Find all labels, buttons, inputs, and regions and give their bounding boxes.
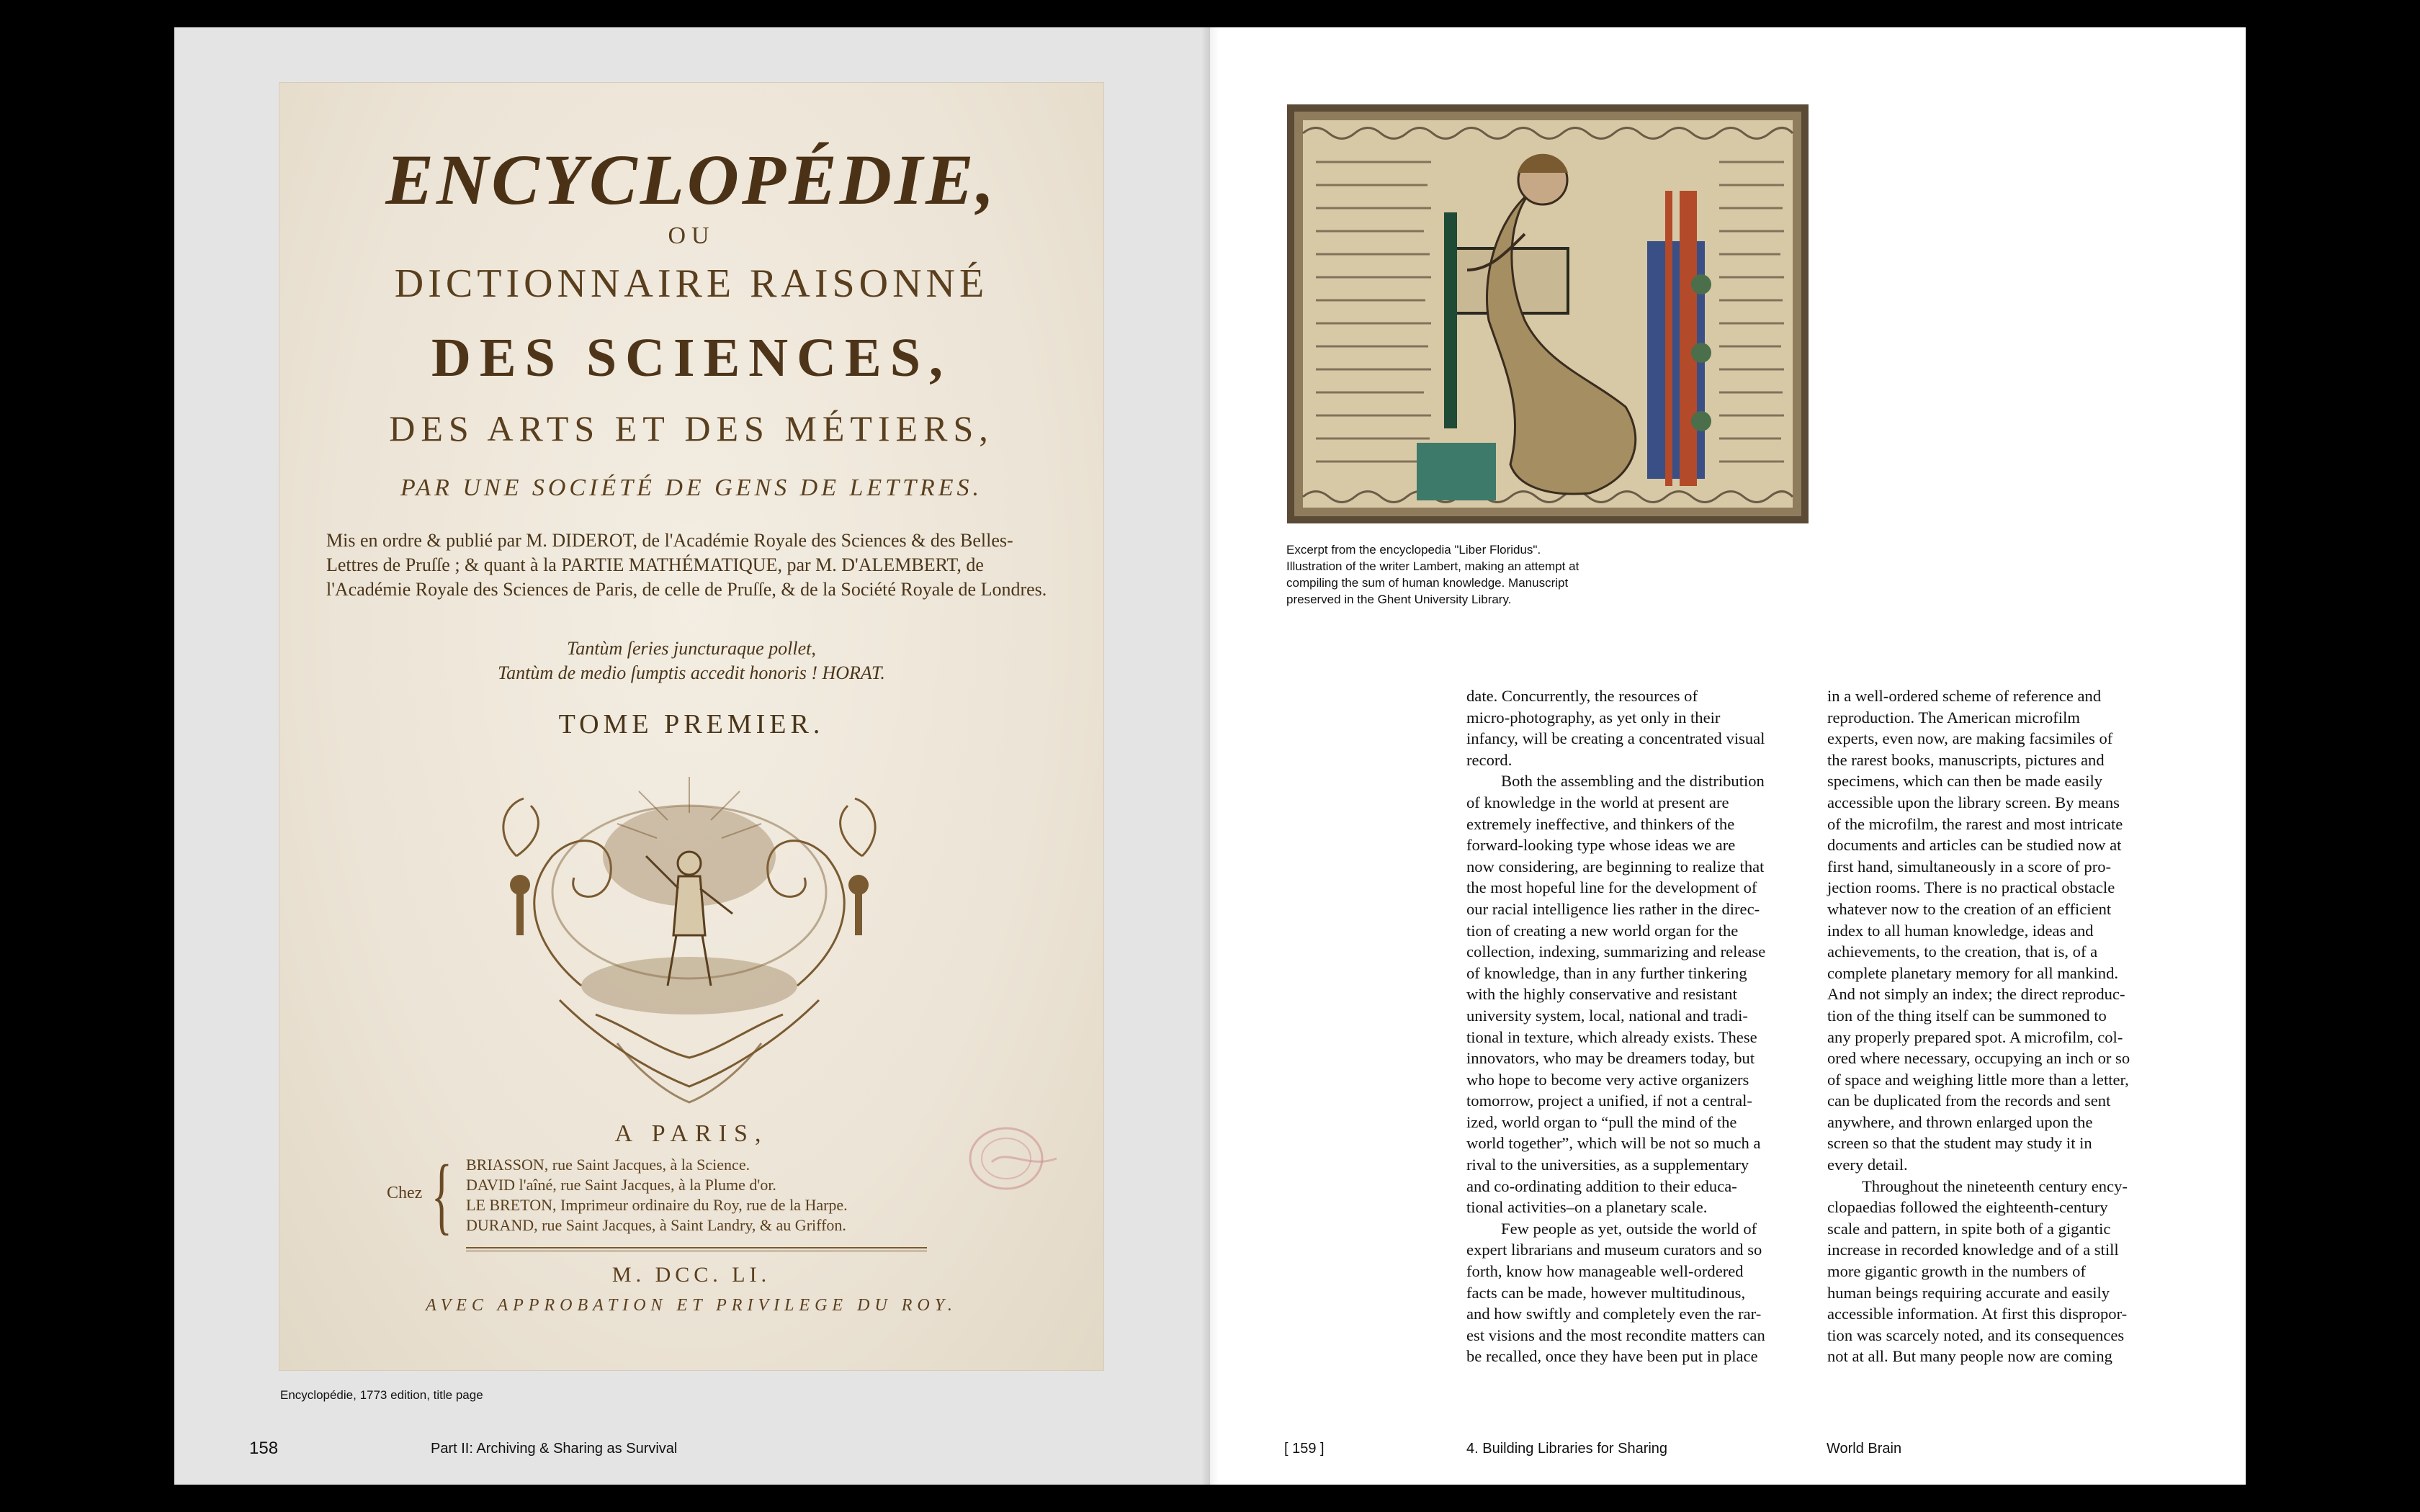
text-line: tional activities–on a planetary scale. — [1466, 1198, 1708, 1217]
title-page-main-title: ENCYCLOPÉDIE, — [385, 140, 998, 220]
text-line: university system, local, national and tradi- — [1466, 1006, 1748, 1025]
text-line: tion was scarcely noted, and its consequences — [1827, 1326, 2125, 1344]
title-page-tome: TOME PREMIER. — [558, 709, 825, 739]
text-line: accessible upon the library screen. By means — [1827, 793, 2120, 811]
text-line: human beings requiring accurate and easily — [1827, 1283, 2110, 1302]
title-page-rule — [466, 1247, 927, 1251]
text-line: the most hopeful line for the development of — [1466, 878, 1757, 897]
text-line: Both the assembling and the distribution — [1501, 772, 1765, 791]
text-line: world together”, which will be not so much a — [1466, 1134, 1761, 1153]
text-line: ized, world organ to “pull the mind of the — [1466, 1112, 1737, 1131]
title-page-editors: Mis en ordre & publié par M. DIDEROT, de l'Académie Royale des Sciences & des Belles-Lettres de Pruſſe ; & quant à la PARTIE MATHÉMATIQUE, par M. D'ALEMBERT, de l'Académie Royale des Sciences de Paris, de celle de Pruſſe, & de la Société Royale de Londres. — [326, 530, 1047, 600]
text-line: of space and weighing little more than a letter, — [1827, 1070, 2129, 1089]
publishers-brace: { — [431, 1147, 452, 1243]
text-line: whatever now to the creation of an efficient — [1827, 899, 2112, 918]
text-line: in a well-ordered scheme of reference and — [1827, 687, 2102, 705]
text-line: the rarest books, manuscripts, pictures and — [1827, 750, 2105, 769]
text-line: est visions and the most recondite matters can — [1466, 1326, 1765, 1344]
left-running-head: Part II: Archiving & Sharing as Survival — [431, 1441, 678, 1457]
text-line: complete planetary memory for all mankind. — [1827, 963, 2119, 982]
liber-floridus-manuscript-image — [1287, 104, 1809, 523]
text-line: expert librarians and museum curators and so — [1466, 1241, 1762, 1259]
text-line: who hope to become very active organizers — [1466, 1070, 1749, 1089]
publisher-line: DAVID l'aîné, rue Saint Jacques, à la Plume d'or. — [466, 1176, 776, 1194]
text-line: forth, know how manageable well-ordered — [1466, 1262, 1744, 1281]
text-line: and co-ordinating addition to their educa- — [1466, 1176, 1737, 1195]
text-line: more gigantic growth in the numbers of — [1827, 1262, 2086, 1281]
encyclopedie-title-page-image — [279, 82, 1104, 1371]
text-line: forward-looking type whose ideas we are — [1466, 836, 1736, 855]
text-line: documents and articles can be studied now at — [1827, 836, 2122, 855]
library-stamp-mark — [963, 1119, 1064, 1198]
title-page-arts: DES ARTS ET DES MÉTIERS, — [389, 408, 994, 449]
title-page-dictionnaire: DICTIONNAIRE RAISONNÉ — [394, 261, 989, 306]
text-line: innovators, who may be dreamers today, but — [1466, 1049, 1755, 1068]
text-line: clopaedias followed the eighteenth-century — [1827, 1198, 2108, 1217]
publisher-line: BRIASSON, rue Saint Jacques, à la Science. — [466, 1156, 750, 1174]
text-line: record. — [1466, 750, 1512, 769]
text-line: of knowledge in the world at present are — [1466, 793, 1729, 811]
book-gutter — [1201, 27, 1219, 1485]
text-line: tion of creating a new world organ for the — [1466, 921, 1739, 940]
text-line: micro-photography, as yet only in their — [1466, 708, 1721, 726]
text-line: anywhere, and thrown enlarged upon the — [1827, 1112, 2093, 1131]
text-line: tional in texture, which already exists. These — [1466, 1027, 1757, 1046]
text-line: of the microfilm, the rarest and most intricate — [1827, 814, 2123, 833]
right-page-number: [ 159 ] — [1284, 1441, 1325, 1457]
body-text-column-2 — [1827, 685, 2173, 1367]
text-line: experts, even now, are making facsimiles of — [1827, 729, 2113, 748]
title-page-approbation: AVEC APPROBATION ET PRIVILEGE DU ROY. — [426, 1296, 957, 1315]
caption-line: Excerpt from the encyclopedia "Liber Floridus". — [1286, 543, 1541, 557]
text-line: any properly prepared spot. A microfilm, col- — [1827, 1027, 2123, 1046]
text-line: achievements, to the creation, that is, of a — [1827, 942, 2098, 961]
text-line: specimens, which can then be made easily — [1827, 772, 2103, 791]
title-page-sciences: DES SCIENCES, — [431, 328, 951, 388]
text-line: scale and pattern, in spite both of a gigantic — [1827, 1219, 2111, 1238]
caption-line: Illustration of the writer Lambert, making an attempt at — [1286, 559, 1579, 573]
text-line: can be duplicated from the records and sent — [1827, 1092, 2111, 1110]
publishers-list — [466, 1155, 848, 1236]
title-page-publishers — [387, 1147, 1006, 1243]
text-line: screen so that the student may study it in — [1827, 1134, 2092, 1153]
left-image-caption: Encyclopédie, 1773 edition, title page — [280, 1388, 483, 1402]
title-page-date: M. DCC. LI. — [611, 1263, 771, 1287]
text-line: our racial intelligence lies rather in the direc- — [1466, 899, 1760, 918]
publisher-line: LE BRETON, Imprimeur ordinaire du Roy, rue de la Harpe. — [466, 1196, 848, 1214]
right-running-head-chapter: 4. Building Libraries for Sharing — [1466, 1441, 1668, 1457]
right-running-head-book: World Brain — [1827, 1441, 1902, 1457]
title-page-ou: OU — [668, 222, 715, 249]
text-line: be recalled, once they have been put in place — [1466, 1347, 1758, 1366]
text-line: of knowledge, than in any further tinkering — [1466, 963, 1747, 982]
motto-line-1: Tantùm ſeries juncturaque pollet, — [567, 638, 816, 659]
text-line: jection rooms. There is no practical obstacle — [1827, 878, 2115, 897]
text-line: Throughout the nineteenth century ency- — [1862, 1176, 2128, 1195]
engraved-vignette-illustration — [473, 770, 905, 1108]
text-line: facts can be made, however multitudinous, — [1466, 1283, 1746, 1302]
title-page-societe: PAR UNE SOCIÉTÉ DE GENS DE LETTRES. — [400, 474, 983, 501]
text-line: collection, indexing, summarizing and release — [1466, 942, 1766, 961]
text-line: and how swiftly and completely even the rar- — [1466, 1305, 1762, 1323]
text-line: rival to the universities, as a supplementary — [1466, 1156, 1749, 1174]
text-line: date. Concurrently, the resources of — [1466, 687, 1698, 705]
text-line: tion of the thing itself can be summoned to — [1827, 1006, 2107, 1025]
motto-line-2: Tantùm de medio ſumptis accedit honoris ! HORAT. — [498, 662, 885, 683]
caption-line: preserved in the Ghent University Library. — [1286, 593, 1512, 606]
text-line: not at all. But many people now are coming — [1827, 1347, 2112, 1366]
text-line: every detail. — [1827, 1156, 1908, 1174]
text-line: increase in recorded knowledge and of a still — [1827, 1241, 2119, 1259]
caption-line: compiling the sum of human knowledge. Manuscript — [1286, 576, 1569, 590]
text-line: tomorrow, project a unified, if not a central- — [1466, 1092, 1752, 1110]
text-line: with the highly conservative and resistant — [1466, 985, 1737, 1004]
text-line: Few people as yet, outside the world of — [1501, 1219, 1757, 1238]
publishers-chez: Chez — [387, 1184, 423, 1202]
text-line: index to all human knowledge, ideas and — [1827, 921, 2094, 940]
publisher-line: DURAND, rue Saint Jacques, à Saint Landry, & au Griffon. — [466, 1216, 846, 1234]
body-text-column-1 — [1466, 685, 1812, 1367]
text-line: accessible information. At first this dispropor- — [1827, 1305, 2128, 1323]
text-line: infancy, will be creating a concentrated visual — [1466, 729, 1765, 748]
text-line: now considering, are beginning to realize that — [1466, 857, 1765, 876]
text-line: extremely ineffective, and thinkers of the — [1466, 814, 1735, 833]
left-page-number: 158 — [249, 1439, 279, 1458]
right-image-caption — [1286, 541, 1625, 608]
title-page-paris: A PARIS, — [614, 1120, 768, 1147]
text-line: first hand, simultaneously in a score of pro- — [1827, 857, 2112, 876]
text-line: reproduction. The American microfilm — [1827, 708, 2080, 726]
text-line: And not simply an index; the direct reproduc- — [1827, 985, 2125, 1004]
title-page-motto — [279, 636, 1104, 685]
text-line: ored where necessary, occupying an inch or so — [1827, 1049, 2130, 1068]
